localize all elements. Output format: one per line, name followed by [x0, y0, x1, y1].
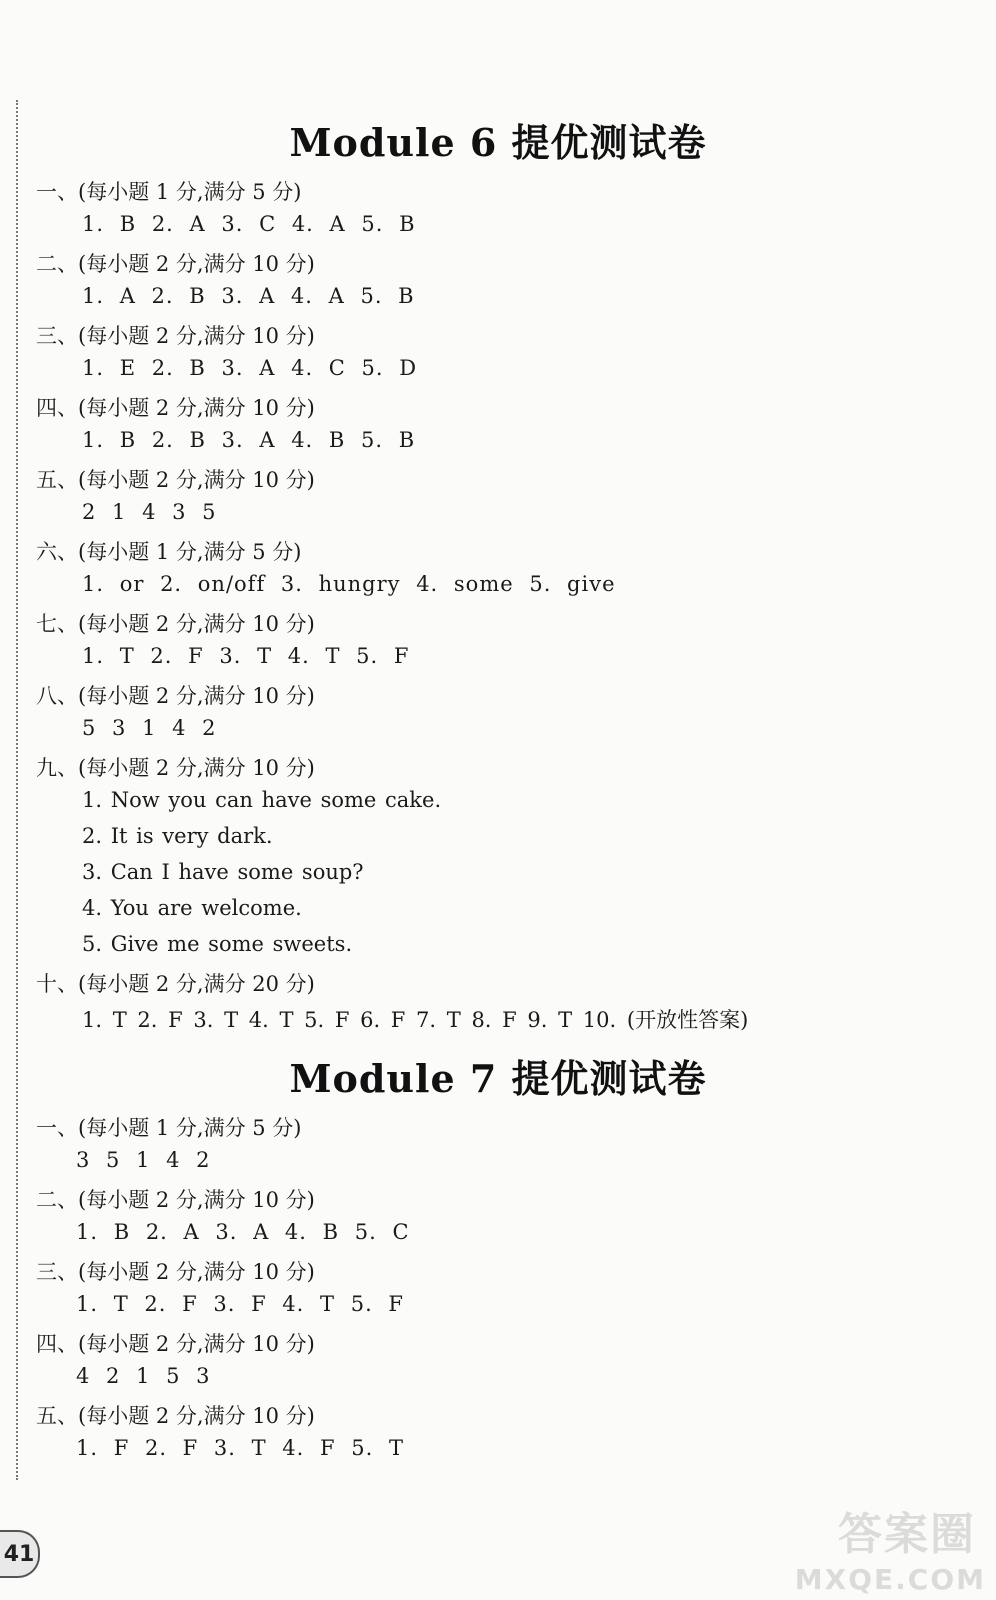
page-number: 41: [0, 1530, 40, 1578]
m6-section-4-answers: 1. B 2. B 3. A 4. B 5. B: [82, 428, 416, 452]
watermark-text: 答案圈: [838, 1509, 976, 1560]
m7-section-3-header: 三、(每小题 2 分,满分 10 分): [36, 1260, 315, 1284]
m6-section-9-answer-1: 1. Now you can have some cake.: [82, 788, 442, 812]
module6-title: Module 6 提优测试卷: [289, 120, 707, 165]
m6-section-3-answers: 1. E 2. B 3. A 4. C 5. D: [82, 356, 418, 380]
m6-section-9-answer-5: 5. Give me some sweets.: [82, 932, 353, 956]
m6-section-2-header: 二、(每小题 2 分,满分 10 分): [36, 252, 315, 276]
m7-section-1-answers: 3 5 1 4 2: [76, 1148, 211, 1172]
m6-section-2-answers: 1. A 2. B 3. A 4. A 5. B: [82, 284, 415, 308]
m6-section-6-answers: 1. or 2. on/off 3. hungry 4. some 5. give: [82, 572, 616, 596]
m6-section-9-header: 九、(每小题 2 分,满分 10 分): [36, 756, 315, 780]
m6-section-8-header: 八、(每小题 2 分,满分 10 分): [36, 684, 315, 708]
m6-section-7-header: 七、(每小题 2 分,满分 10 分): [36, 612, 315, 636]
m7-section-3-answers: 1. T 2. F 3. F 4. T 5. F: [76, 1292, 404, 1316]
m6-section-10-answers: 1. T 2. F 3. T 4. T 5. F 6. F 7. T 8. F 9. T 10. (开放性答案): [82, 1008, 749, 1032]
module7-title: Module 7 提优测试卷: [289, 1056, 707, 1101]
m7-section-1-header: 一、(每小题 1 分,满分 5 分): [36, 1116, 302, 1140]
m6-section-9-answer-3: 3. Can I have some soup?: [82, 860, 364, 884]
m6-section-6-header: 六、(每小题 1 分,满分 5 分): [36, 540, 302, 564]
m7-section-2-answers: 1. B 2. A 3. A 4. B 5. C: [76, 1220, 410, 1244]
m6-section-1-header: 一、(每小题 1 分,满分 5 分): [36, 180, 302, 204]
m6-section-4-header: 四、(每小题 2 分,满分 10 分): [36, 396, 315, 420]
m7-section-5-answers: 1. F 2. F 3. T 4. F 5. T: [76, 1436, 404, 1460]
m7-section-5-header: 五、(每小题 2 分,满分 10 分): [36, 1404, 315, 1428]
m6-section-9-answer-2: 2. It is very dark.: [82, 824, 273, 848]
m6-section-8-answers: 5 3 1 4 2: [82, 716, 217, 740]
m6-section-3-header: 三、(每小题 2 分,满分 10 分): [36, 324, 315, 348]
m6-section-9-answer-4: 4. You are welcome.: [82, 896, 302, 920]
m7-section-2-header: 二、(每小题 2 分,满分 10 分): [36, 1188, 315, 1212]
m6-section-1-answers: 1. B 2. A 3. C 4. A 5. B: [82, 212, 416, 236]
m6-section-10-header: 十、(每小题 2 分,满分 20 分): [36, 972, 315, 996]
m7-section-4-header: 四、(每小题 2 分,满分 10 分): [36, 1332, 315, 1356]
m6-section-5-answers: 2 1 4 3 5: [82, 500, 217, 524]
m6-section-5-header: 五、(每小题 2 分,满分 10 分): [36, 468, 315, 492]
m7-section-4-answers: 4 2 1 5 3: [76, 1364, 211, 1388]
m6-section-7-answers: 1. T 2. F 3. T 4. T 5. F: [82, 644, 410, 668]
watermark-url: MXQE.COM: [794, 1563, 986, 1596]
